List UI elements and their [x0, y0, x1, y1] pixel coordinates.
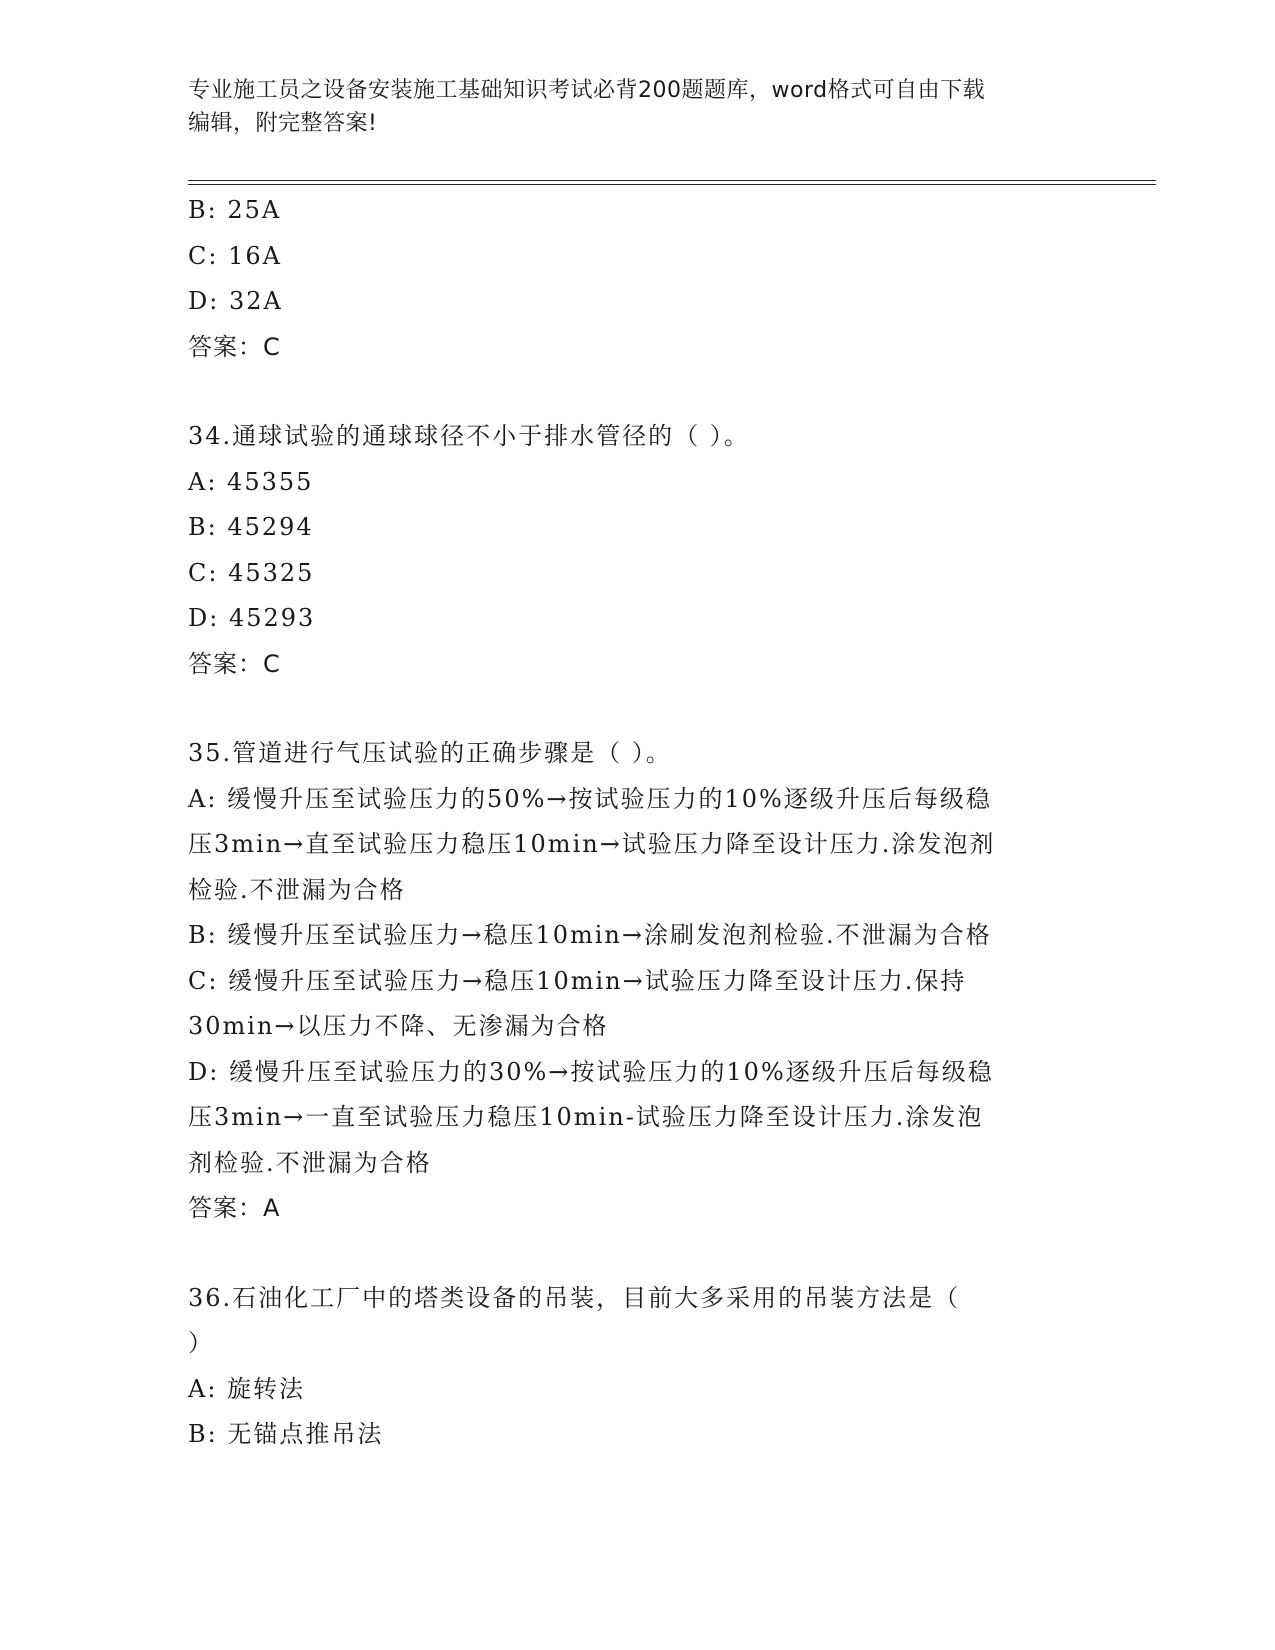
- question-content: [188, 188, 1088, 1458]
- option-d-line-2: 压3min→一直至试验压力稳压10min-试验压力降至设计压力.涂发泡: [188, 1103, 984, 1131]
- answer: 答案：C: [188, 649, 281, 678]
- option-c-line-2: 30min→以压力不降、无渗漏为合格: [188, 1012, 609, 1040]
- option-a-line-1: A: 缓慢升压至试验压力的50%→按试验压力的10%逐级升压后每级稳: [188, 784, 992, 813]
- option-d: D: 45293: [188, 604, 316, 632]
- question-34-block: [188, 414, 1088, 687]
- option-c: C: 45325: [188, 558, 315, 587]
- option-a: A: 旋转法: [188, 1374, 306, 1403]
- option-b: B: 无锚点推吊法: [188, 1420, 384, 1448]
- header-double-rule: [188, 180, 1156, 185]
- header-line-1: 专业施工员之设备安装施工基础知识考试必背200题题库，word格式可自由下载: [188, 78, 986, 103]
- question-33-block: [188, 188, 1088, 370]
- option-b: B: 45294: [188, 513, 314, 541]
- option-d-line-1: D: 缓慢升压至试验压力的30%→按试验压力的10%逐级升压后每级稳: [188, 1057, 994, 1086]
- option-b: B: 缓慢升压至试验压力→稳压10min→涂刷发泡剂检验.不泄漏为合格: [188, 921, 992, 949]
- option-c-line-1: C: 缓慢升压至试验压力→稳压10min→试验压力降至设计压力.保持: [188, 966, 967, 995]
- question-text-line-1: 36.石油化工厂中的塔类设备的吊装，目前大多采用的吊装方法是（: [188, 1283, 961, 1312]
- option-a-line-3: 检验.不泄漏为合格: [188, 875, 406, 904]
- question-35-block: [188, 731, 1088, 1232]
- answer: 答案：C: [188, 332, 281, 361]
- option-b: B: 25A: [188, 196, 282, 224]
- header-line-2: 编辑，附完整答案!: [188, 111, 378, 136]
- question-36-block: [188, 1276, 1088, 1458]
- option-c: C: 16A: [188, 241, 282, 270]
- answer: 答案：A: [188, 1194, 281, 1222]
- option-a: A: 45355: [188, 467, 314, 496]
- question-text-line-2: ）: [188, 1329, 214, 1357]
- option-a-line-2: 压3min→直至试验压力稳压10min→试验压力降至设计压力.涂发泡剂: [188, 830, 996, 858]
- option-d-line-3: 剂检验.不泄漏为合格: [188, 1148, 432, 1177]
- question-text: 34.通球试验的通球球径不小于排水管径的（ ）。: [188, 422, 750, 450]
- question-text: 35.管道进行气压试验的正确步骤是（ ）。: [188, 739, 672, 767]
- page-header: [188, 74, 1088, 140]
- option-d: D: 32A: [188, 287, 283, 315]
